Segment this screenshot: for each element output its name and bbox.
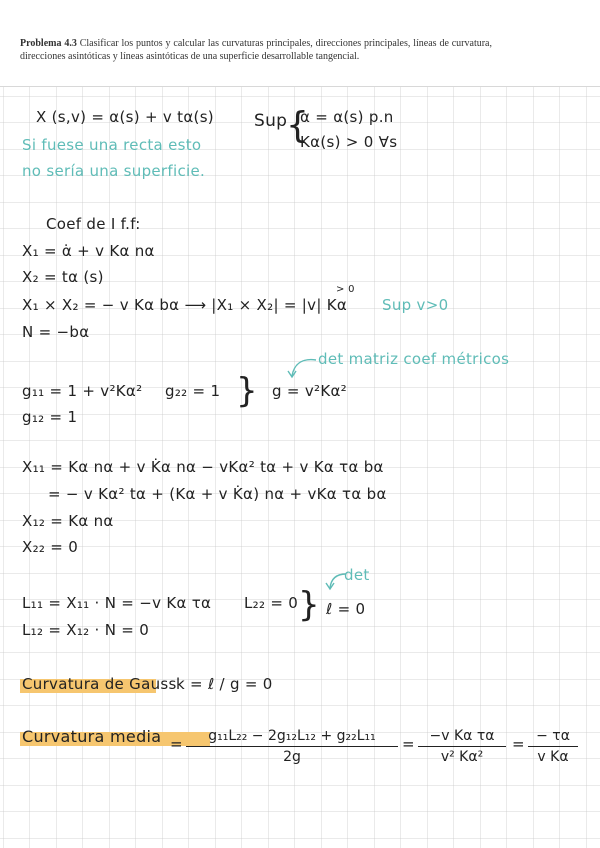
media-equals-2: = — [402, 735, 415, 753]
media-fraction-3 — [528, 728, 578, 765]
parametrization: X (s,v) = α(s) + v tα(s) — [36, 108, 214, 126]
l-brace: } — [298, 585, 320, 625]
g-determinant: g = v²Kα² — [272, 382, 347, 400]
det-note: det matriz coef métricos — [318, 350, 510, 368]
note-teal-2: no sería una superficie. — [22, 162, 206, 180]
media-numerator-3: − τα — [536, 728, 570, 744]
media-fraction-1 — [186, 728, 398, 765]
media-numerator-2: −v Kα τα — [429, 728, 495, 744]
media-equals-1: = — [170, 735, 183, 753]
x22-equation: X₂₂ = 0 — [22, 538, 79, 556]
gt-zero-note: > 0 — [336, 284, 355, 295]
l11-equation: L₁₁ = X₁₁ · N = −v Kα τα — [22, 594, 212, 612]
coef-title: Coef de I f.f: — [46, 215, 141, 233]
problem-label: Problema 4.3 — [20, 38, 77, 49]
det-note-2: det — [344, 566, 370, 584]
sup-condition-1: α = α(s) p.n — [300, 108, 394, 126]
cross-product-equation: X₁ × X₂ = − v Kα bα ⟶ |X₁ × X₂| = |v| Kα — [22, 296, 348, 314]
normal-equation: N = −bα — [22, 323, 90, 341]
x11-equation: X₁₁ = Kα nα + v K̇α nα − vKα² tα + v Kα τα bα — [22, 458, 384, 476]
sup-condition-2: Kα(s) > 0 ∀s — [300, 133, 398, 151]
g12-equation: g₁₂ = 1 — [22, 408, 78, 426]
media-denominator-1: 2g — [283, 749, 301, 765]
fraction-bar — [186, 746, 398, 747]
media-denominator-3: v Kα — [537, 749, 569, 765]
x1-equation: X₁ = α̇ + v Kα nα — [22, 242, 155, 260]
media-fraction-2 — [418, 728, 506, 765]
l12-equation: L₁₂ = X₁₂ · N = 0 — [22, 621, 150, 639]
media-numerator-1: g₁₁L₂₂ − 2g₁₂L₁₂ + g₂₂L₁₁ — [208, 728, 376, 744]
problem-text: Clasificar los puntos y calcular las curvaturas principales, direcciones principales, líneas de curvatura, direcciones asintóticas y líneas asintóticas de una superficie desarrollable tangencial. — [20, 38, 492, 62]
l22-equation: L₂₂ = 0 — [244, 594, 299, 612]
gauss-formula: k = ℓ / g = 0 — [176, 675, 273, 693]
l-determinant: ℓ = 0 — [326, 600, 366, 618]
g11-equation: g₁₁ = 1 + v²Kα² — [22, 382, 143, 400]
det-arrow-icon-2 — [324, 570, 348, 592]
sup-label: Sup — [254, 111, 288, 131]
media-denominator-2: v² Kα² — [440, 749, 484, 765]
fraction-bar — [528, 746, 578, 747]
note-teal-1: Si fuese una recta esto — [22, 136, 202, 154]
media-label: Curvatura media — [22, 727, 162, 746]
sup-brace: { — [286, 105, 309, 146]
problem-statement — [20, 38, 492, 64]
problem-header — [0, 0, 600, 87]
gauss-label: Curvatura de Gauss — [22, 675, 177, 693]
sup-v-note: Sup v>0 — [382, 296, 449, 314]
x11-equation-cont: = − v Kα² tα + (Kα + v K̇α) nα + vKα τα bα — [48, 485, 387, 503]
x12-equation: X₁₂ = Kα nα — [22, 512, 114, 530]
media-equals-3: = — [512, 735, 525, 753]
g-brace: } — [236, 371, 258, 411]
g22-equation: g₂₂ = 1 — [165, 382, 221, 400]
det-arrow-icon — [284, 354, 320, 380]
x2-equation: X₂ = tα (s) — [22, 268, 104, 286]
fraction-bar — [418, 746, 506, 747]
